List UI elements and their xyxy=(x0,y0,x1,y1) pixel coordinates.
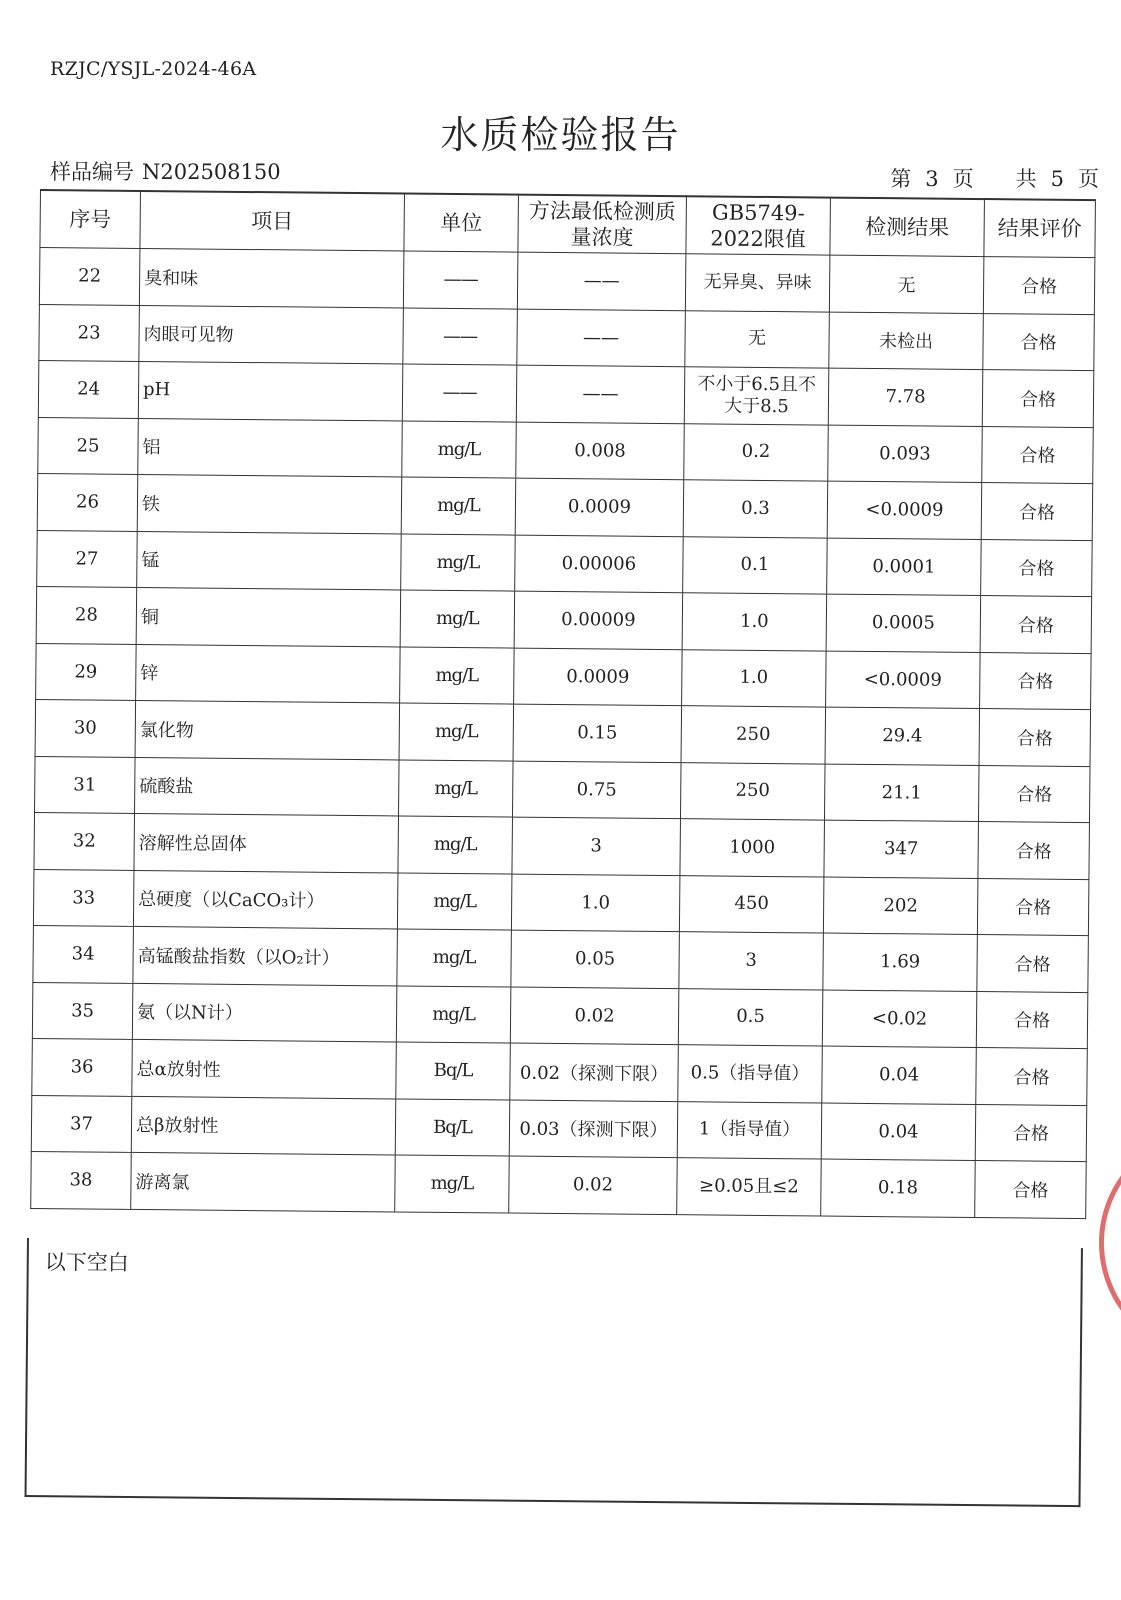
cell-item: 总β放射性 xyxy=(131,1096,396,1155)
cell-evaluation: 合格 xyxy=(983,313,1095,371)
official-stamp-edge xyxy=(1095,1128,1121,1358)
cell-item: 铜 xyxy=(136,587,401,646)
cell-standard-limit: 1（指导值） xyxy=(677,1101,822,1159)
cell-result: 29.4 xyxy=(825,707,980,765)
cell-standard-limit: 0.3 xyxy=(683,480,828,538)
cell-unit: Bq/L xyxy=(395,1098,510,1156)
cell-method-limit: 0.0009 xyxy=(514,648,683,706)
cell-index: 32 xyxy=(34,812,135,869)
header-item: 项目 xyxy=(140,191,405,251)
cell-unit: Bq/L xyxy=(396,1042,511,1100)
table-row xyxy=(39,304,1094,371)
table-row xyxy=(39,248,1094,315)
cell-evaluation: 合格 xyxy=(982,370,1094,428)
cell-result: 0.093 xyxy=(828,425,983,483)
cell-method-limit: 0.75 xyxy=(512,761,681,819)
cell-index: 31 xyxy=(35,756,136,813)
cell-result: 0.18 xyxy=(821,1159,976,1217)
cell-item: 氨（以N计） xyxy=(132,983,397,1042)
cell-standard-limit: 无 xyxy=(685,310,830,368)
table-row xyxy=(35,756,1090,823)
cell-standard-limit: ≥0.05且≤2 xyxy=(677,1158,822,1216)
cell-item: pH xyxy=(138,361,403,420)
cell-method-limit: 3 xyxy=(512,817,681,875)
cell-unit: mg/L xyxy=(400,646,515,704)
cell-unit: mg/L xyxy=(397,872,512,930)
cell-method-limit: 0.03（探测下限） xyxy=(509,1100,678,1158)
table-row xyxy=(33,925,1088,992)
cell-method-limit: 0.05 xyxy=(511,930,680,988)
cell-standard-limit: 250 xyxy=(681,706,826,764)
table-row xyxy=(36,643,1091,710)
cell-method-limit: 0.00009 xyxy=(514,591,683,649)
cell-evaluation: 合格 xyxy=(982,426,1094,484)
cell-evaluation: 合格 xyxy=(983,257,1095,315)
cell-index: 29 xyxy=(36,643,137,700)
cell-index: 23 xyxy=(39,304,140,361)
cell-evaluation: 合格 xyxy=(976,991,1088,1049)
cell-unit: mg/L xyxy=(399,703,514,761)
cell-item: 锰 xyxy=(137,531,402,590)
cell-evaluation: 合格 xyxy=(975,1104,1087,1162)
cell-index: 26 xyxy=(37,473,138,530)
cell-standard-limit: 3 xyxy=(679,932,824,990)
cell-evaluation: 合格 xyxy=(981,483,1093,541)
cell-item: 锌 xyxy=(136,644,401,703)
cell-index: 34 xyxy=(33,925,134,982)
cell-method-limit: —— xyxy=(516,365,685,423)
table-header-row xyxy=(40,190,1096,258)
page-prefix: 第 xyxy=(890,167,912,191)
sample-number xyxy=(50,156,281,186)
cell-evaluation: 合格 xyxy=(976,1048,1088,1106)
sample-number-value: N202508150 xyxy=(142,160,281,184)
page-total-word: 页 xyxy=(1078,167,1099,191)
page-indicator xyxy=(886,163,1099,193)
cell-result: 0.0001 xyxy=(827,538,982,596)
cell-index: 36 xyxy=(32,1038,133,1095)
cell-result: 0.04 xyxy=(822,1046,977,1104)
cell-unit: mg/L xyxy=(397,929,512,987)
cell-standard-limit: 无异臭、异味 xyxy=(685,254,830,312)
table-row xyxy=(35,699,1090,766)
results-table xyxy=(30,189,1096,1219)
cell-method-limit: 0.00006 xyxy=(515,535,684,593)
table-row xyxy=(31,1151,1086,1218)
cell-unit: mg/L xyxy=(401,533,516,591)
cell-standard-limit: 450 xyxy=(679,875,824,933)
table-row xyxy=(37,473,1092,540)
cell-index: 33 xyxy=(33,869,134,926)
report-title: 水质检验报告 xyxy=(440,113,681,157)
blank-area xyxy=(25,1238,1083,1507)
cell-evaluation: 合格 xyxy=(977,935,1089,993)
page-total: 5 xyxy=(1050,167,1064,191)
page-total-prefix: 共 xyxy=(1015,167,1037,191)
cell-unit: mg/L xyxy=(398,816,513,874)
cell-evaluation: 合格 xyxy=(975,1161,1087,1219)
table-row xyxy=(37,530,1092,597)
cell-item: 高锰酸盐指数（以O₂计） xyxy=(133,926,398,985)
cell-index: 35 xyxy=(32,982,133,1039)
cell-standard-limit: 1.0 xyxy=(682,649,827,707)
header-result: 检测结果 xyxy=(830,198,985,257)
cell-index: 24 xyxy=(38,360,139,417)
cell-unit: mg/L xyxy=(398,759,513,817)
cell-method-limit: 0.008 xyxy=(516,422,685,480)
cell-result: 0.0005 xyxy=(826,594,981,652)
cell-index: 30 xyxy=(35,699,136,756)
cell-standard-limit: 1000 xyxy=(680,819,825,877)
cell-index: 38 xyxy=(31,1151,132,1208)
sample-number-label: 样品编号 xyxy=(50,160,134,184)
table-row xyxy=(32,982,1087,1049)
cell-method-limit: 0.02 xyxy=(509,1156,678,1214)
cell-item: 总硬度（以CaCO₃计） xyxy=(133,870,398,929)
cell-item: 总α放射性 xyxy=(132,1039,397,1098)
cell-unit: —— xyxy=(403,251,518,309)
table-row xyxy=(33,869,1088,936)
cell-evaluation: 合格 xyxy=(981,539,1093,597)
cell-result: 21.1 xyxy=(824,764,979,822)
cell-unit: mg/L xyxy=(400,590,515,648)
cell-item: 肉眼可见物 xyxy=(139,305,404,364)
cell-evaluation: 合格 xyxy=(979,709,1091,767)
cell-result: <0.02 xyxy=(822,990,977,1048)
cell-unit: mg/L xyxy=(396,985,511,1043)
cell-result: 0.04 xyxy=(821,1103,976,1161)
cell-item: 氯化物 xyxy=(135,700,400,759)
cell-method-limit: 0.15 xyxy=(513,704,682,762)
cell-unit: mg/L xyxy=(395,1155,510,1213)
document-code: RZJC/YSJL-2024-46A xyxy=(50,58,257,80)
cell-standard-limit: 不小于6.5且不大于8.5 xyxy=(684,367,829,425)
cell-standard-limit: 0.5 xyxy=(678,988,823,1046)
cell-evaluation: 合格 xyxy=(978,822,1090,880)
cell-result: <0.0009 xyxy=(827,481,982,539)
cell-item: 铁 xyxy=(137,474,402,533)
table-row xyxy=(31,1095,1086,1162)
cell-method-limit: 0.0009 xyxy=(515,478,684,536)
cell-unit: —— xyxy=(403,307,518,365)
cell-evaluation: 合格 xyxy=(980,652,1092,710)
cell-index: 22 xyxy=(39,248,140,305)
cell-standard-limit: 0.1 xyxy=(683,536,828,594)
table-row xyxy=(34,812,1089,879)
cell-item: 游离氯 xyxy=(131,1152,396,1211)
cell-standard-limit: 1.0 xyxy=(682,593,827,651)
table-row xyxy=(32,1038,1087,1105)
cell-standard-limit: 0.2 xyxy=(684,423,829,481)
cell-method-limit: 1.0 xyxy=(511,874,680,932)
header-method-limit: 方法最低检测质量浓度 xyxy=(518,195,687,254)
cell-index: 37 xyxy=(31,1095,132,1152)
page-word: 页 xyxy=(952,167,974,191)
cell-result: 1.69 xyxy=(823,933,978,991)
cell-unit: mg/L xyxy=(402,420,517,478)
header-index: 序号 xyxy=(40,190,141,248)
table-row xyxy=(36,586,1091,653)
header-standard-limit: GB5749-2022限值 xyxy=(686,196,831,255)
cell-item: 溶解性总固体 xyxy=(134,813,399,872)
cell-item: 臭和味 xyxy=(139,248,404,307)
cell-method-limit: —— xyxy=(517,309,686,367)
cell-unit: mg/L xyxy=(401,477,516,535)
cell-result: 202 xyxy=(823,877,978,935)
cell-result: <0.0009 xyxy=(826,651,981,709)
cell-result: 无 xyxy=(829,255,984,313)
cell-index: 25 xyxy=(38,417,139,474)
cell-method-limit: 0.02（探测下限） xyxy=(510,1043,679,1101)
cell-item: 铝 xyxy=(138,418,403,477)
cell-evaluation: 合格 xyxy=(977,878,1089,936)
cell-result: 347 xyxy=(824,820,979,878)
cell-method-limit: 0.02 xyxy=(510,987,679,1045)
cell-index: 27 xyxy=(37,530,138,587)
cell-result: 7.78 xyxy=(828,368,983,426)
cell-evaluation: 合格 xyxy=(980,596,1092,654)
stamp-ring xyxy=(1099,1128,1121,1358)
cell-result: 未检出 xyxy=(829,312,984,370)
table-row xyxy=(38,360,1093,427)
cell-method-limit: —— xyxy=(517,252,686,310)
cell-evaluation: 合格 xyxy=(978,765,1090,823)
cell-standard-limit: 0.5（指导值） xyxy=(678,1045,823,1103)
cell-standard-limit: 250 xyxy=(680,762,825,820)
table-row xyxy=(38,417,1093,484)
blank-below-note: 以下空白 xyxy=(44,1250,129,1275)
page-current: 3 xyxy=(925,167,939,191)
header-unit: 单位 xyxy=(404,193,519,252)
cell-item: 硫酸盐 xyxy=(135,757,400,816)
cell-unit: —— xyxy=(402,364,517,422)
cell-index: 28 xyxy=(36,586,137,643)
header-evaluation: 结果评价 xyxy=(984,199,1096,258)
